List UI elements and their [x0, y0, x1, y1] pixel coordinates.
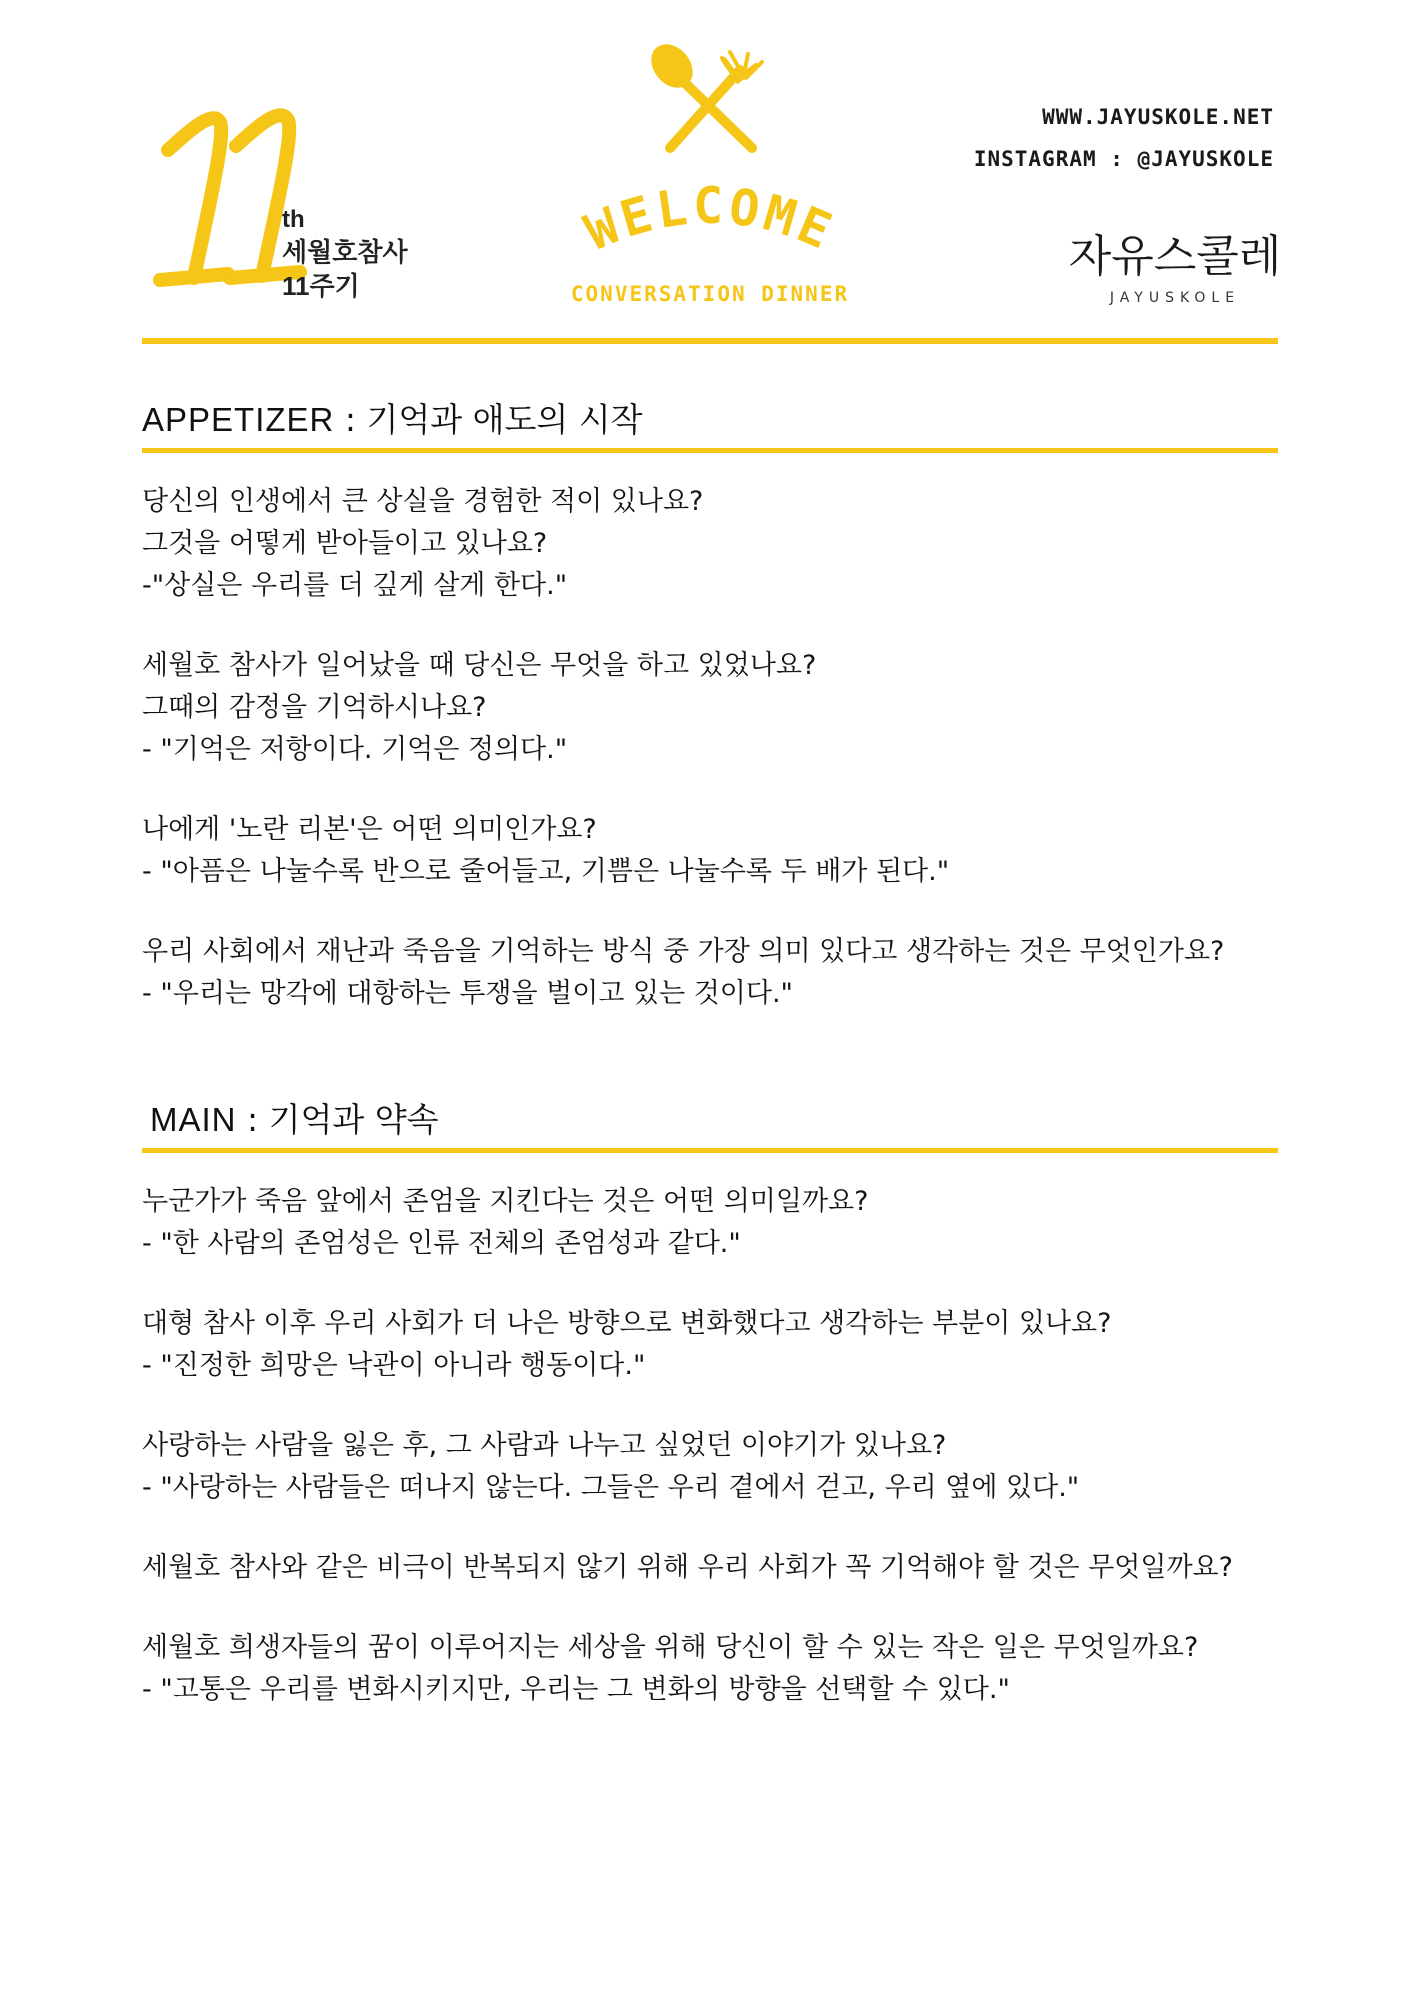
question-line: 세월호 참사와 같은 비극이 반복되지 않기 위해 우리 사회가 꼭 기억해야 할 것은 무엇일까요?: [142, 1552, 1233, 1583]
question-block: [142, 1547, 1278, 1589]
quote-line: - "아픔은 나눌수록 반으로 줄어들고, 기쁨은 나눌수록 두 배가 된다.": [142, 856, 950, 887]
anniversary-label: [282, 205, 408, 303]
section-title-sep: :: [334, 400, 367, 439]
question-block: [142, 645, 1278, 771]
contact-info: [974, 96, 1274, 180]
quote-line: - "기억은 저항이다. 기억은 정의다.": [142, 734, 568, 765]
instagram-handle[interactable]: INSTAGRAM : @JAYUSKOLE: [973, 147, 1274, 171]
question-line: 세월호 희생자들의 꿈이 이루어지는 세상을 위해 당신이 할 수 있는 작은 일은 무엇일까요?: [142, 1632, 1199, 1663]
quote-line: -"상실은 우리를 더 깊게 살게 한다.": [142, 570, 568, 601]
header-divider: [142, 338, 1278, 344]
question-block: [142, 481, 1278, 607]
question-line: 사랑하는 사람을 잃은 후, 그 사람과 나누고 싶었던 이야기가 있나요?: [142, 1430, 947, 1461]
ordinal-suffix: th: [282, 206, 305, 233]
section-title-ko: 기억과 약속: [268, 1100, 439, 1139]
question-line: 세월호 참사가 일어났을 때 당신은 무엇을 하고 있었나요?: [142, 650, 817, 681]
question-line: 대형 참사 이후 우리 사회가 더 나은 방향으로 변화했다고 생각하는 부분이 있나요?: [142, 1308, 1112, 1339]
brand-name: 자유스콜레: [1068, 231, 1282, 282]
anniversary-line-1: 세월호참사: [282, 237, 408, 267]
question-line: 그것을 어떻게 받아들이고 있나요?: [142, 528, 548, 559]
section-title-en: APPETIZER: [142, 401, 335, 438]
svg-text:WELCOME: [577, 180, 843, 262]
question-line: 누군가가 죽음 앞에서 존엄을 지킨다는 것은 어떤 의미일까요?: [142, 1186, 869, 1217]
spoon-icon: [643, 36, 752, 148]
quote-line: - "우리는 망각에 대항하는 투쟁을 벌이고 있는 것이다.": [142, 978, 793, 1009]
question-line: 나에게 '노란 리본'은 어떤 의미인가요?: [142, 814, 597, 845]
question-line: 당신의 인생에서 큰 상실을 경험한 적이 있나요?: [142, 486, 704, 517]
question-line: 우리 사회에서 재난과 죽음을 기억하는 방식 중 가장 의미 있다고 생각하는 것은 무엇인가요?: [142, 936, 1225, 967]
question-block: [142, 1181, 1278, 1265]
utensils-logo: [640, 40, 780, 160]
quote-line: - "진정한 희망은 낙관이 아니라 행동이다.": [142, 1350, 646, 1381]
question-line: 그때의 감정을 기억하시나요?: [142, 692, 487, 723]
question-block: [142, 1425, 1278, 1509]
section-title-sep: :: [236, 1100, 269, 1139]
quote-line: - "고통은 우리를 변화시키지만, 우리는 그 변화의 방향을 선택할 수 있다.": [142, 1674, 1010, 1705]
section-title-ko: 기억과 애도의 시작: [366, 400, 643, 439]
main-section: [142, 1100, 1278, 1711]
anniversary-line-2: 11주기: [282, 271, 360, 301]
quote-line: - "사랑하는 사람들은 떠나지 않는다. 그들은 우리 곁에서 걷고, 우리 옆에 있다.": [142, 1472, 1080, 1503]
eleven-label: 11: [230, 300, 232, 301]
brand-logo: [1068, 225, 1282, 285]
appetizer-section: [142, 400, 1278, 1015]
section-title: [142, 400, 1278, 453]
section-title: [142, 1100, 1278, 1153]
quote-line: - "한 사람의 존엄성은 인류 전체의 존엄성과 같다.": [142, 1228, 741, 1259]
event-subtitle: CONVERSATION DINNER: [570, 282, 850, 306]
brand-latin: JAYUSKOLE: [1109, 290, 1241, 306]
question-block: [142, 809, 1278, 893]
question-block: [142, 1627, 1278, 1711]
welcome-text: WELCOME: [576, 180, 844, 262]
question-block: [142, 1303, 1278, 1387]
website-link[interactable]: WWW.JAYUSKOLE.NET: [1042, 105, 1274, 129]
section-title-en: MAIN: [150, 1101, 237, 1138]
question-block: [142, 931, 1278, 1015]
welcome-title: [555, 180, 865, 280]
